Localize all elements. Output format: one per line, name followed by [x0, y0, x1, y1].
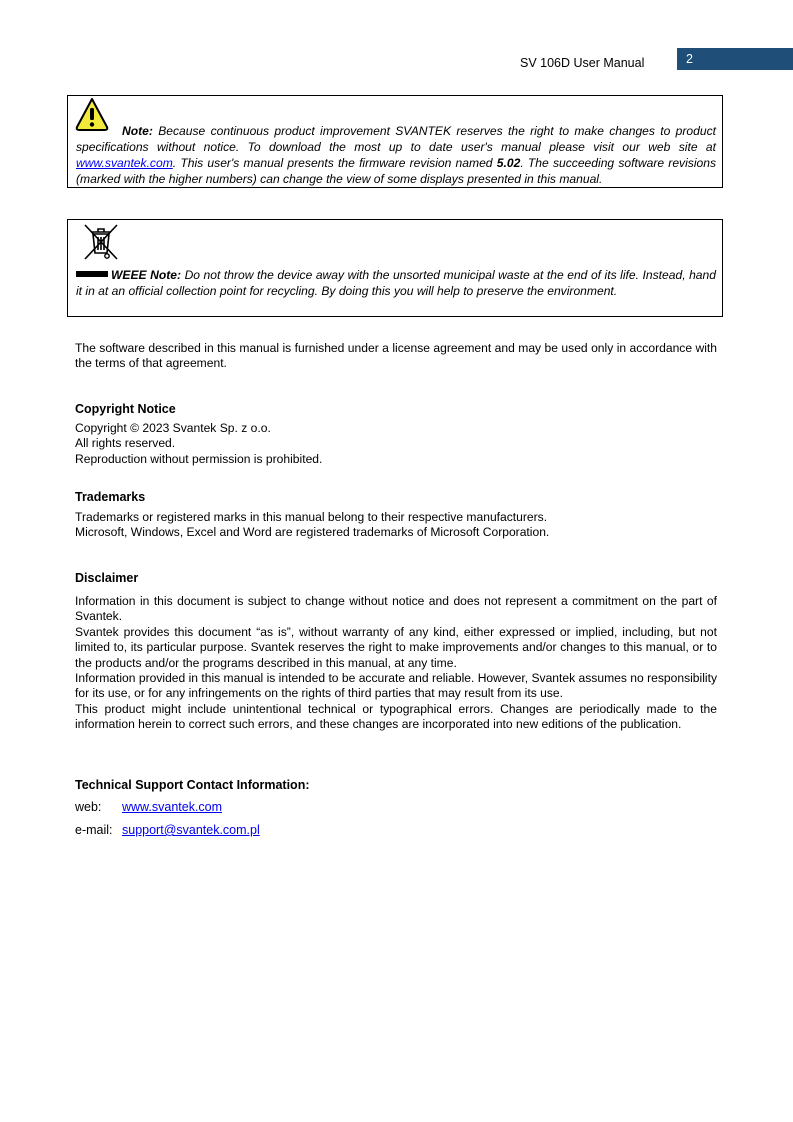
note-label: Note: — [122, 124, 153, 138]
disclaimer-heading: Disclaimer — [75, 571, 139, 585]
support-web-link[interactable]: www.svantek.com — [122, 800, 223, 814]
header-title: SV 106D User Manual — [520, 56, 645, 70]
license-text: The software described in this manual is furnished under a license agreement and may be used only in accordance with the terms of that agreement. — [75, 341, 717, 371]
email-label: e-mail: — [75, 823, 113, 837]
weee-box: WEEE Note: Do not throw the device away with the unsorted municipal waste at the end of its life. Instead, hand it in at an official collection point for recycling. By doing this you will help to preserve the environment. — [67, 219, 723, 317]
firmware-revision: 5.02 — [496, 156, 521, 170]
web-label: web: — [75, 800, 102, 814]
crossed-bin-icon — [80, 222, 122, 266]
support-email-row — [75, 823, 260, 837]
separator-bar — [76, 271, 108, 277]
support-email-link[interactable]: support@svantek.com.pl — [122, 823, 260, 837]
page-number: 2 — [677, 48, 793, 70]
trademarks-heading: Trademarks — [75, 490, 146, 504]
trademarks-text: Trademarks or registered marks in this manual belong to their respective manufacturers. Microsoft, Windows, Excel and Word are registered trademarks of Microsoft Corporation. — [75, 510, 550, 540]
warning-icon — [75, 97, 109, 137]
copyright-text: Copyright © 2023 Svantek Sp. z o.o. All rights reserved. Reproduction without permission is prohibited. — [75, 421, 323, 466]
weee-label: WEEE Note: — [111, 268, 182, 282]
support-heading: Technical Support Contact Information: — [75, 778, 310, 792]
support-web-row — [75, 800, 222, 814]
copyright-heading: Copyright Notice — [75, 402, 176, 416]
note-box: Note: Because continuous product improvement SVANTEK reserves the right to make changes to product specifications without notice. To download the most up to date user's manual please visit our web site at www.svantek.com. This user's manual presents the firmware revision named 5.02. The succeeding software revisions (marked with the higher numbers) can change the view of some displays presented in this manual. — [67, 95, 723, 188]
website-link[interactable]: www.svantek.com — [76, 156, 173, 170]
disclaimer-text: Information in this document is subject to change without notice and does not represent a commitment on the part of Svantek. Svantek provides this document “as is”, without warranty of any kind, either expressed or implied, including, but not limited to, its particular purpose. Svantek reserves the right to make improvements and/or changes to this manual, or to the products and/or the programs described in this manual, at any time. Information provided in this manual is intended to be accurate and reliable. However, Svantek assumes no responsibility for its use, or for any infringements on the rights of third parties that may result from its use. This product might include unintentional technical or typographical errors. Changes are periodically made to the information herein to correct such errors, and these changes are incorporated into new editions of the publication. — [75, 594, 717, 732]
